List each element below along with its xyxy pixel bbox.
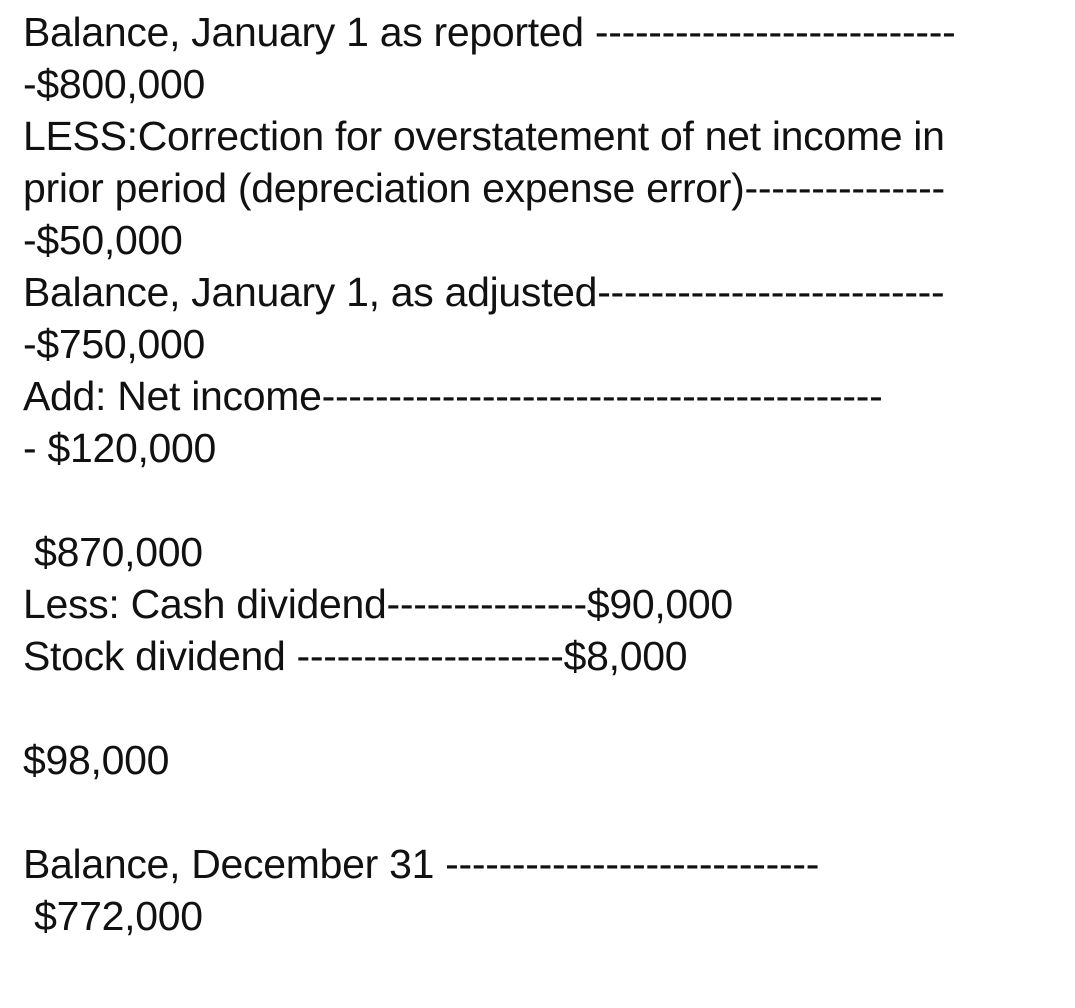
balance-jan1-reported-value: -$800,000 [23,61,205,107]
balance-dec31-label: Balance, December 31 ---------------------------- [23,841,820,887]
spacer [23,474,1063,526]
statement-document [23,6,1063,942]
balance-dec31-value: $772,000 [23,893,203,939]
spacer [23,786,1063,838]
correction-label-line2: prior period (depreciation expense error)--------------- [23,165,945,211]
total-dividends-value: $98,000 [23,737,170,783]
net-income-label: Add: Net income------------------------------------------ [23,373,883,419]
cash-dividend-line: Less: Cash dividend---------------$90,000 [23,581,733,627]
balance-jan1-adjusted-label: Balance, January 1, as adjusted-------------------------- [23,269,945,315]
stock-dividend-line: Stock dividend --------------------$8,000 [23,633,688,679]
correction-label-line1: LESS:Correction for overstatement of net income in [23,113,945,159]
net-income-value: - $120,000 [23,425,217,471]
spacer [23,682,1063,734]
correction-value: -$50,000 [23,217,183,263]
balance-jan1-reported-label: Balance, January 1 as reported --------------------------- [23,9,956,55]
balance-jan1-adjusted-value: -$750,000 [23,321,205,367]
subtotal-value: $870,000 [23,529,203,575]
